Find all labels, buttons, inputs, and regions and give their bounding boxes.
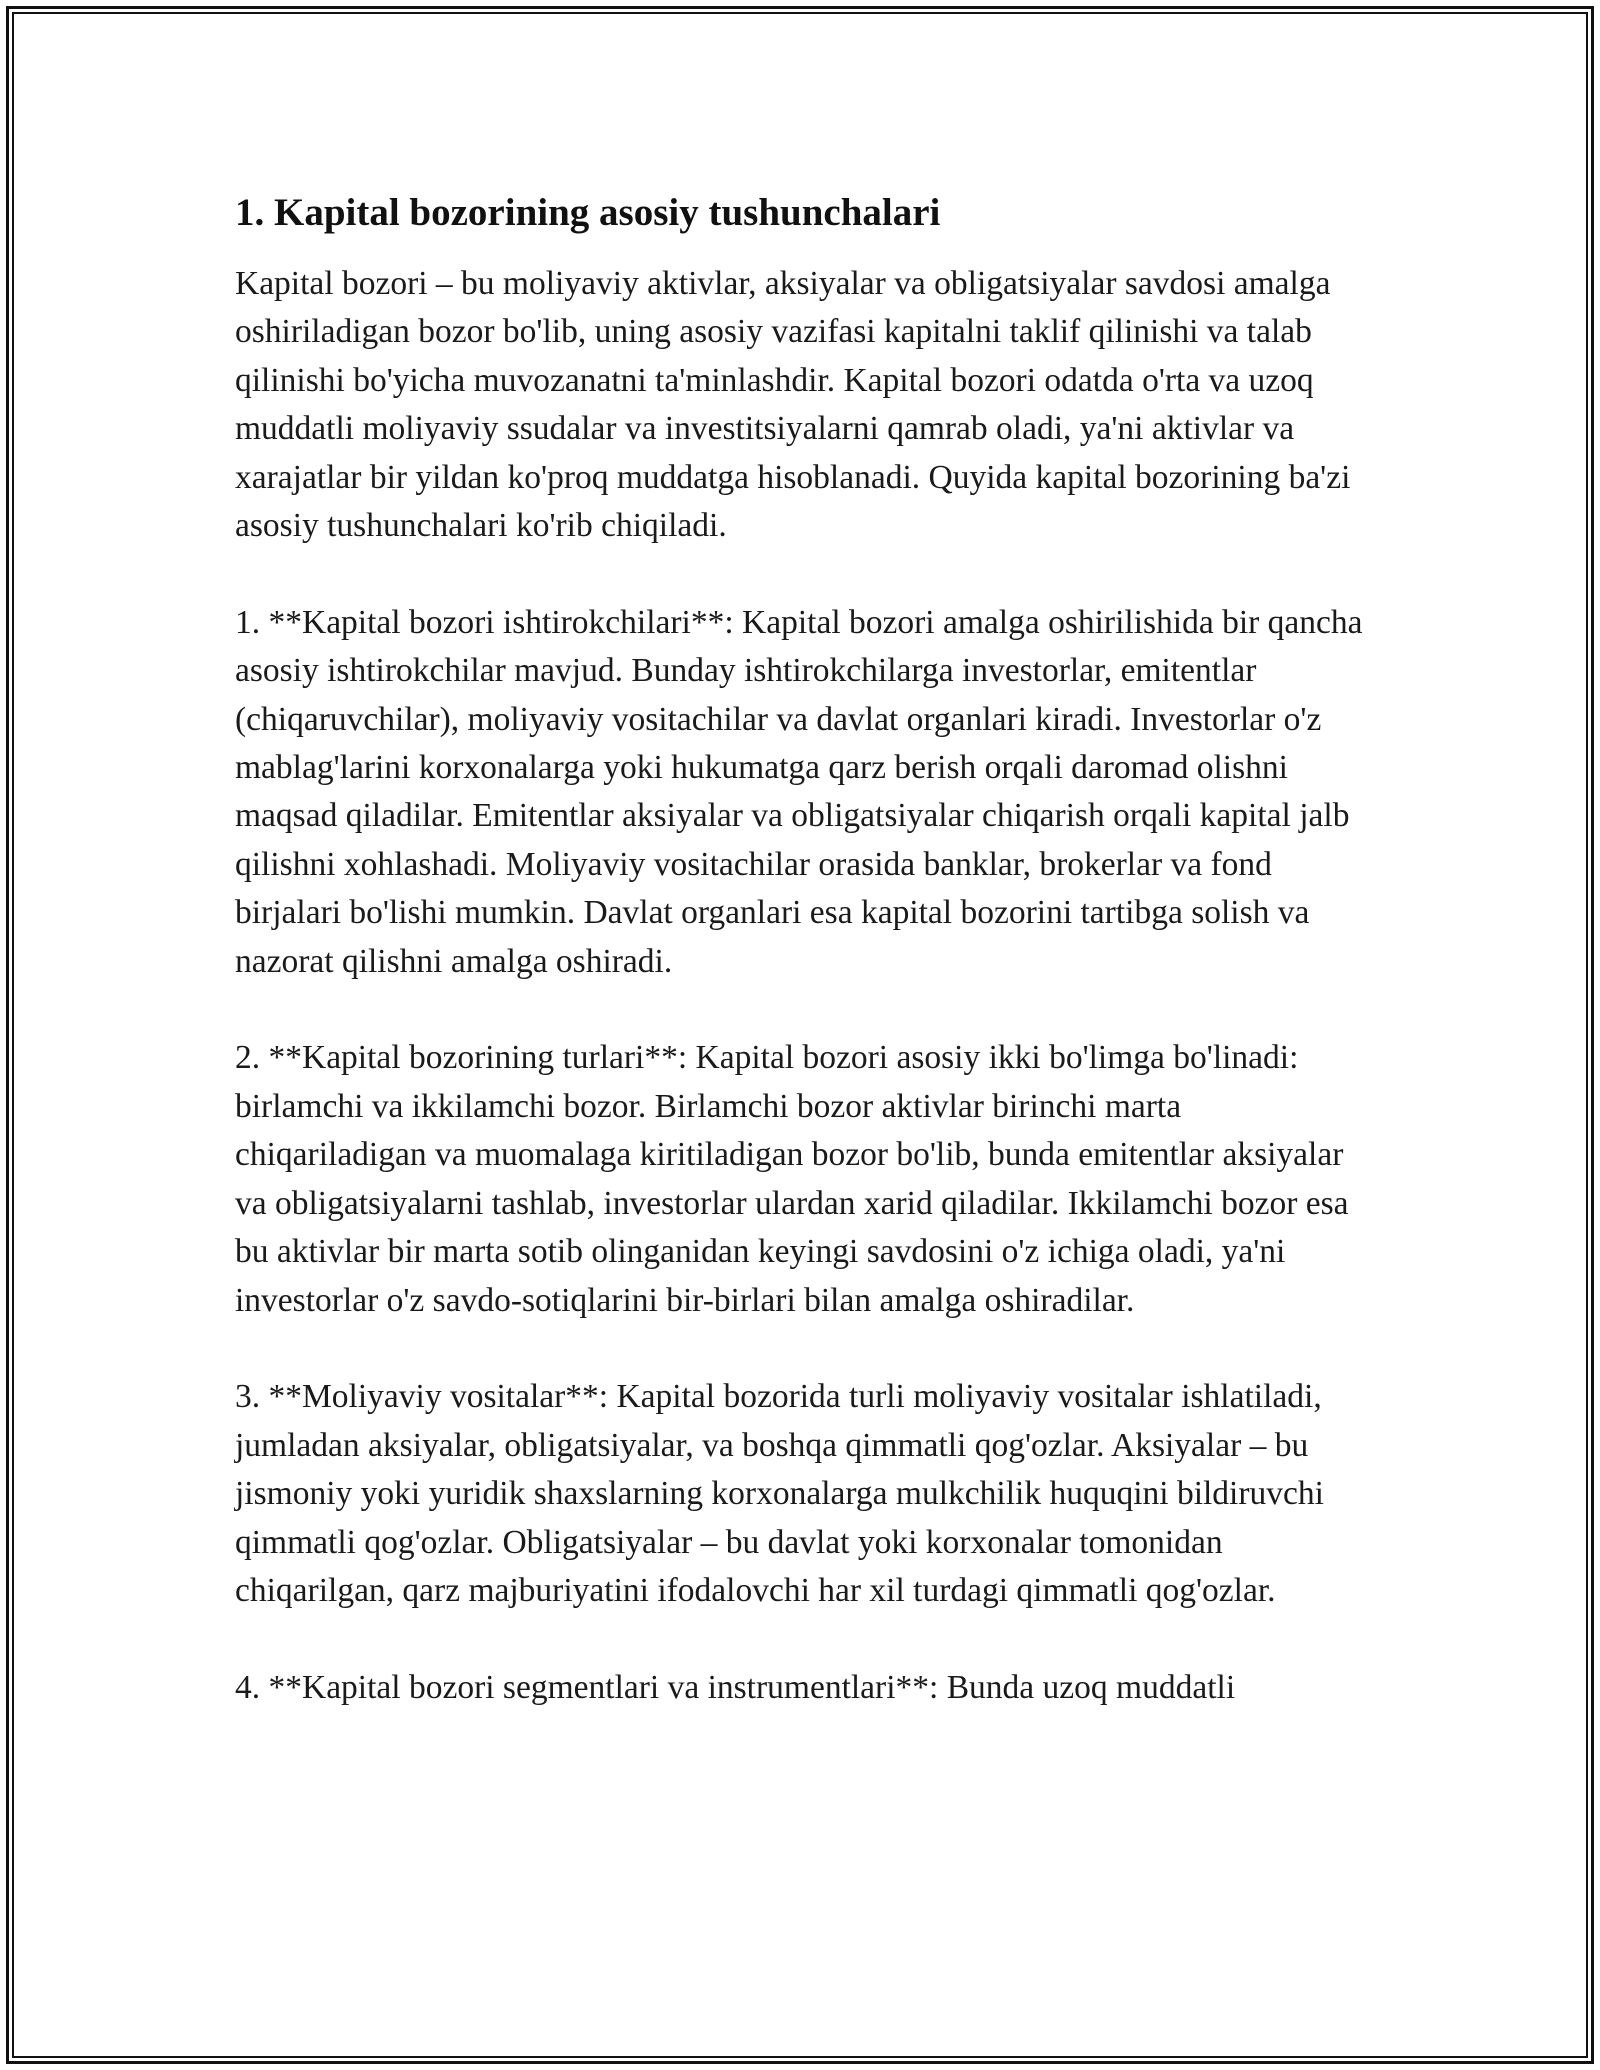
paragraph-intro: Kapital bozori – bu moliyaviy aktivlar, aksiyalar va obligatsiyalar savdosi amalga oshiriladigan bozor bo'lib, uning asosiy vazifasi kapitalni taklif qilinishi va talab qilinishi bo'yicha muvozanatni ta'minlashdir. Kapital bozori odatda o'rta va uzoq muddatli moliyaviy ssudalar va investitsiyalarni qamrab oladi, ya'ni aktivlar va xarajatlar bir yildan ko'proq muddatga hisoblanadi. Quyida kapital bozorining ba'zi asosiy tushunchalari ko'rib chiqiladi. (235, 265, 1351, 545)
paragraph-segments: 4. **Kapital bozori segmentlari va instrumentlari**: Bunda uzoq muddatli (235, 1668, 1236, 1706)
paragraph-market-types: 2. **Kapital bozorining turlari**: Kapital bozori asosiy ikki bo'limga bo'linadi: birlamchi va ikkilamchi bozor. Birlamchi bozor aktivlar birinchi marta chiqariladigan va muomalaga kiritiladigan bozor bo'lib, bunda emitentlar aksiyalar va obligatsiyalarni tashlab, investorlar ulardan xarid qiladilar. Ikkilamchi bozor esa bu aktivlar bir marta sotib olinganidan keyingi savdosini o'z ichiga oladi, ya'ni investorlar o'z savdo-sotiqlarini bir-birlari bilan amalga oshiradilar. (235, 1039, 1349, 1319)
section-heading: 1. Kapital bozorining asosiy tushunchalari (235, 191, 941, 234)
paragraph-participants: 1. **Kapital bozori ishtirokchilari**: Kapital bozori amalga oshirilishida bir qancha asosiy ishtirokchilar mavjud. Bunday ishtirokchilarga investorlar, emitentlar (chiqaruvchilar), moliyaviy vositachilar va davlat organlari kiradi. Investorlar o'z mablag'larini korxonalarga yoki hukumatga qarz berish orqali daromad olishni maqsad qiladilar. Emitentlar aksiyalar va obligatsiyalar chiqarish orqali kapital jalb qilishni xohlashadi. Moliyaviy vositachilar orasida banklar, brokerlar va fond birjalari bo'lishi mumkin. Davlat organlari esa kapital bozorini tartibga solish va nazorat qilishni amalga oshiradi. (235, 603, 1363, 980)
document-body (235, 186, 1370, 1761)
paragraph-financial-instruments: 3. **Moliyaviy vositalar**: Kapital bozorida turli moliyaviy vositalar ishlatiladi, jumladan aksiyalar, obligatsiyalar, va boshqa qimmatli qog'ozlar. Aksiyalar – bu jismoniy yoki yuridik shaxslarning korxonalarga mulkchilik huquqini bildiruvchi qimmatli qog'ozlar. Obligatsiyalar – bu davlat yoki korxonalar tomonidan chiqarilgan, qarz majburiyatini ifodalovchi har xil turdagi qimmatli qog'ozlar. (235, 1378, 1324, 1609)
